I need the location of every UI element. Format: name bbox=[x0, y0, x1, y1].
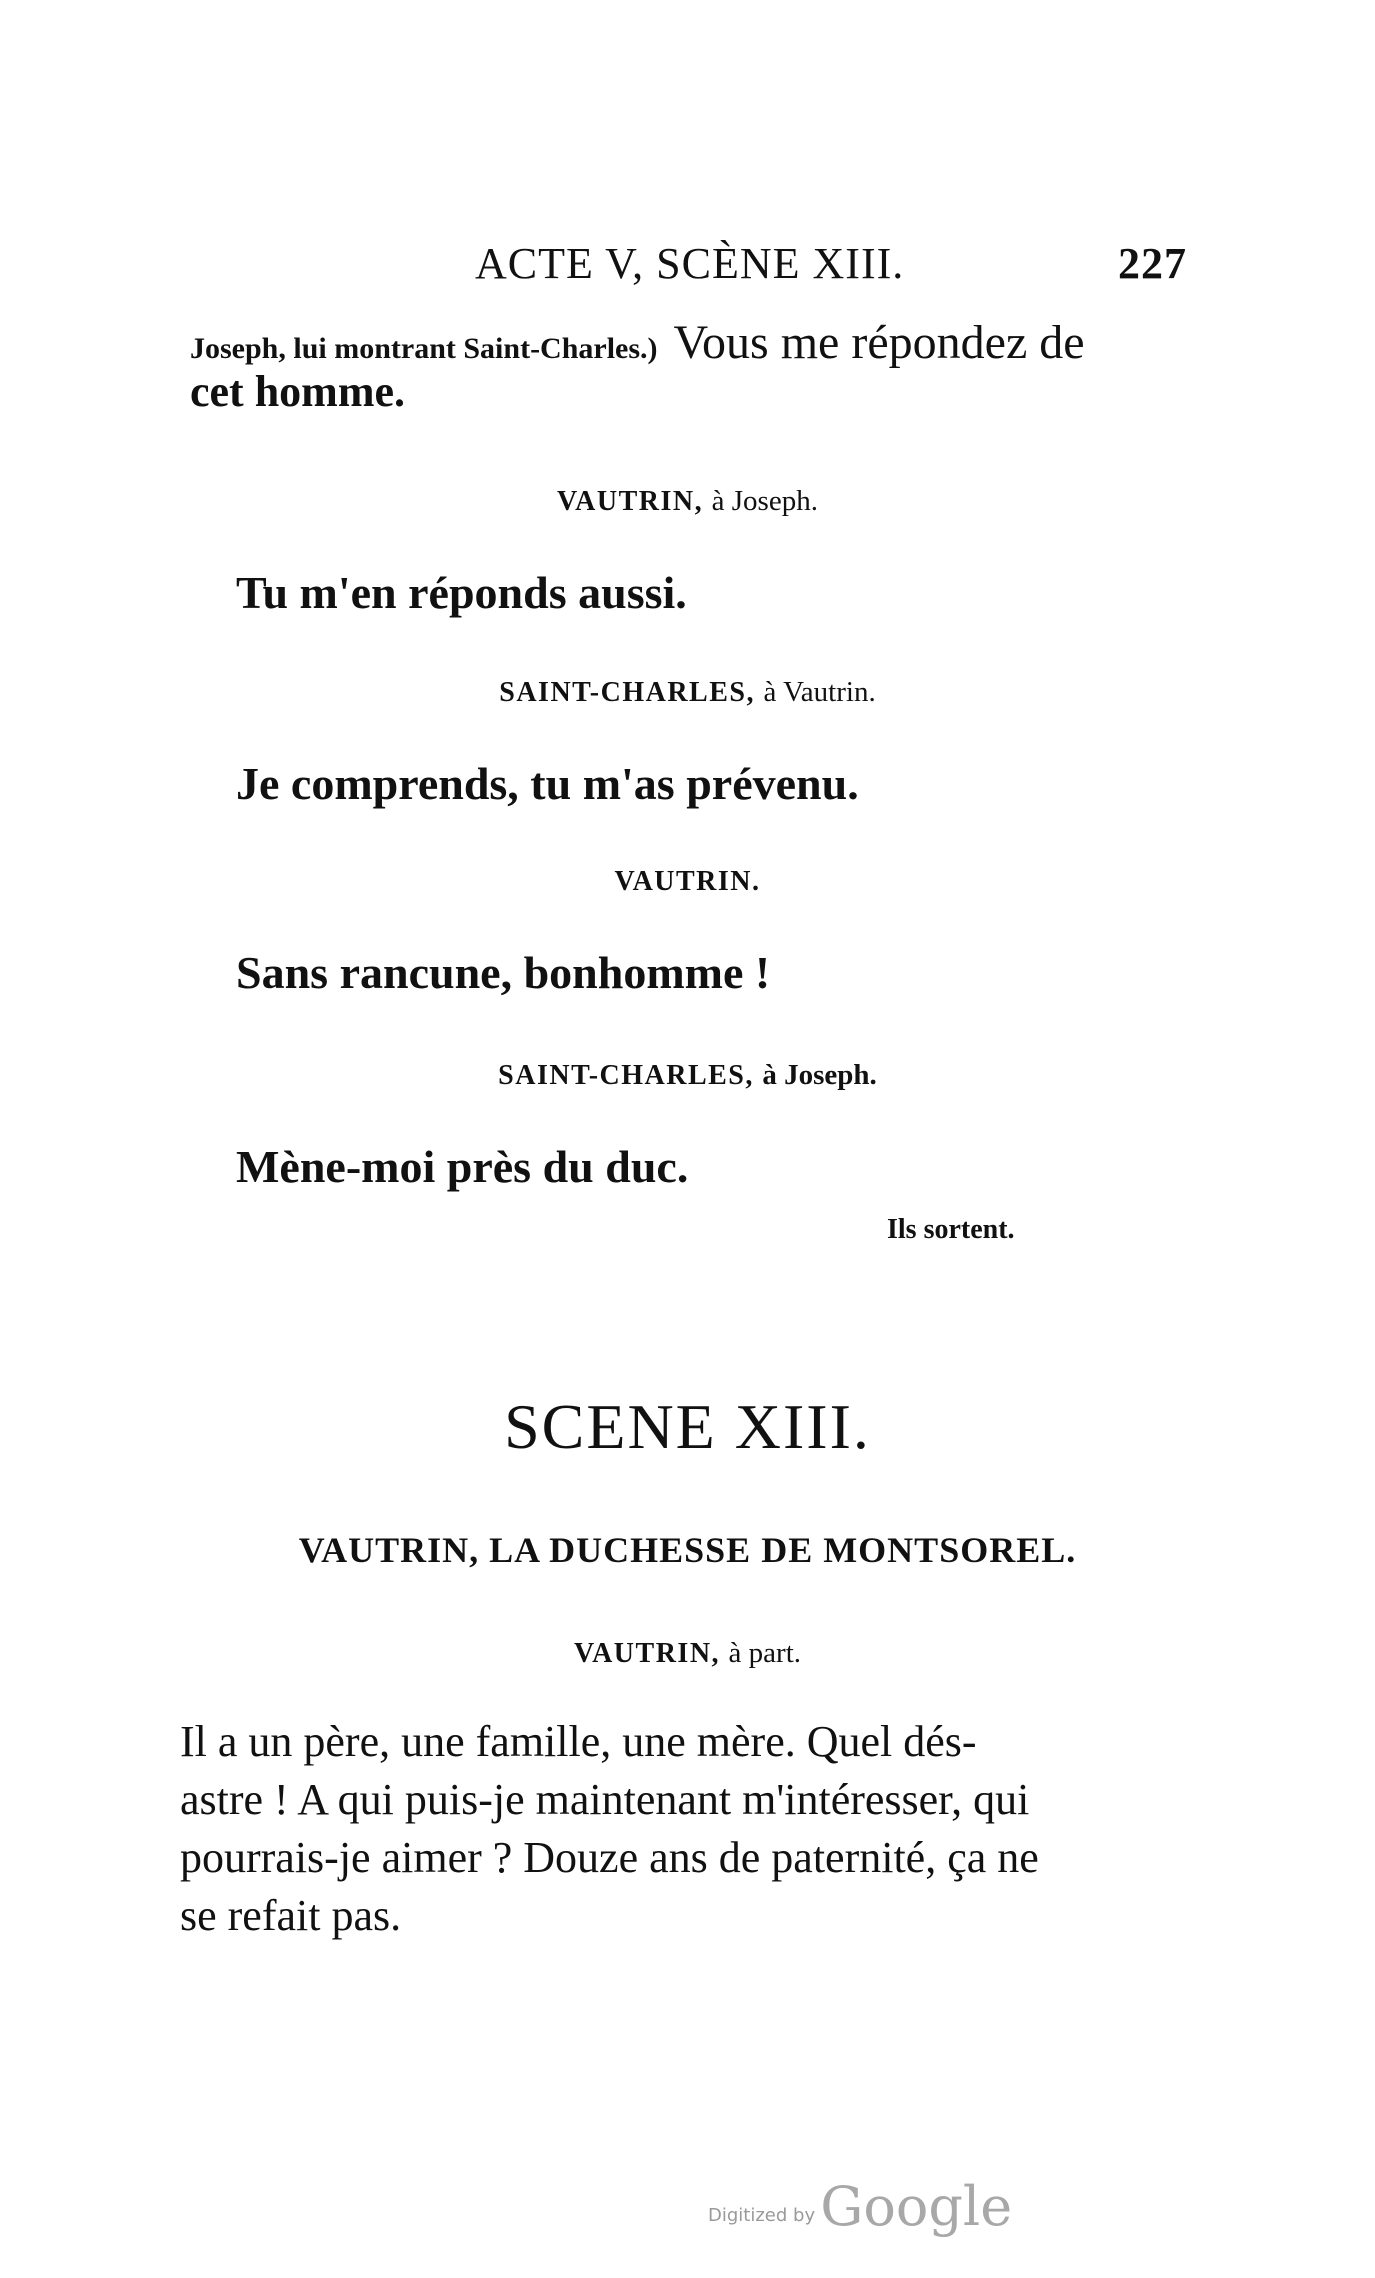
speaker-direction: à Joseph. bbox=[711, 485, 818, 517]
paragraph-line: astre ! A qui puis-je maintenant m'intéresser, qui bbox=[180, 1775, 1030, 1824]
exit-direction: Ils sortent. bbox=[887, 1214, 1015, 1245]
digitized-watermark bbox=[708, 2175, 1012, 2238]
paragraph-line: Il a un père, une famille, une mère. Quel dés- bbox=[180, 1717, 977, 1766]
speaker-name: SAINT-CHARLES, bbox=[498, 1060, 754, 1091]
speech-text: Je comprends, tu m'as prévenu. bbox=[236, 758, 859, 809]
opening-speech-line bbox=[190, 315, 1085, 370]
speech-text: Tu m'en réponds aussi. bbox=[236, 567, 687, 618]
scene-characters: VAUTRIN, LA DUCHESSE DE MONTSOREL. bbox=[298, 1530, 1077, 1570]
scene-title: SCENE XIII. bbox=[504, 1391, 871, 1462]
speaker-name: VAUTRIN. bbox=[614, 866, 761, 897]
speaker-heading bbox=[0, 866, 1375, 898]
speech-text: Mène-moi près du duc. bbox=[236, 1141, 689, 1192]
page-number: 227 bbox=[1118, 239, 1187, 288]
speaker-heading bbox=[0, 1059, 1375, 1092]
speaker-direction: à part. bbox=[728, 1637, 802, 1669]
speaker-name: VAUTRIN, bbox=[557, 486, 704, 517]
paragraph-line: pourrais-je aimer ? Douze ans de paternité, ça ne bbox=[180, 1833, 1039, 1882]
stage-direction: Joseph, lui montrant Saint-Charles.) bbox=[190, 332, 658, 365]
speech-text: Vous me répondez de bbox=[673, 316, 1085, 369]
speech-text: Sans rancune, bonhomme ! bbox=[236, 947, 771, 998]
google-logo: Google bbox=[820, 2175, 1013, 2238]
watermark-prefix: Digitized by bbox=[708, 2205, 816, 2226]
speaker-heading bbox=[0, 676, 1375, 709]
speaker-direction: à Joseph. bbox=[762, 1059, 877, 1091]
speech-text-continuation: cet homme. bbox=[190, 367, 406, 416]
speaker-heading bbox=[0, 485, 1375, 518]
paragraph-line: se refait pas. bbox=[180, 1891, 402, 1940]
speaker-heading bbox=[0, 1637, 1375, 1670]
running-head-title: ACTE V, SCÈNE XIII. bbox=[475, 239, 905, 288]
speaker-direction: à Vautrin. bbox=[763, 676, 876, 708]
speaker-name: SAINT-CHARLES, bbox=[499, 677, 755, 708]
speaker-name: VAUTRIN, bbox=[573, 1638, 721, 1669]
